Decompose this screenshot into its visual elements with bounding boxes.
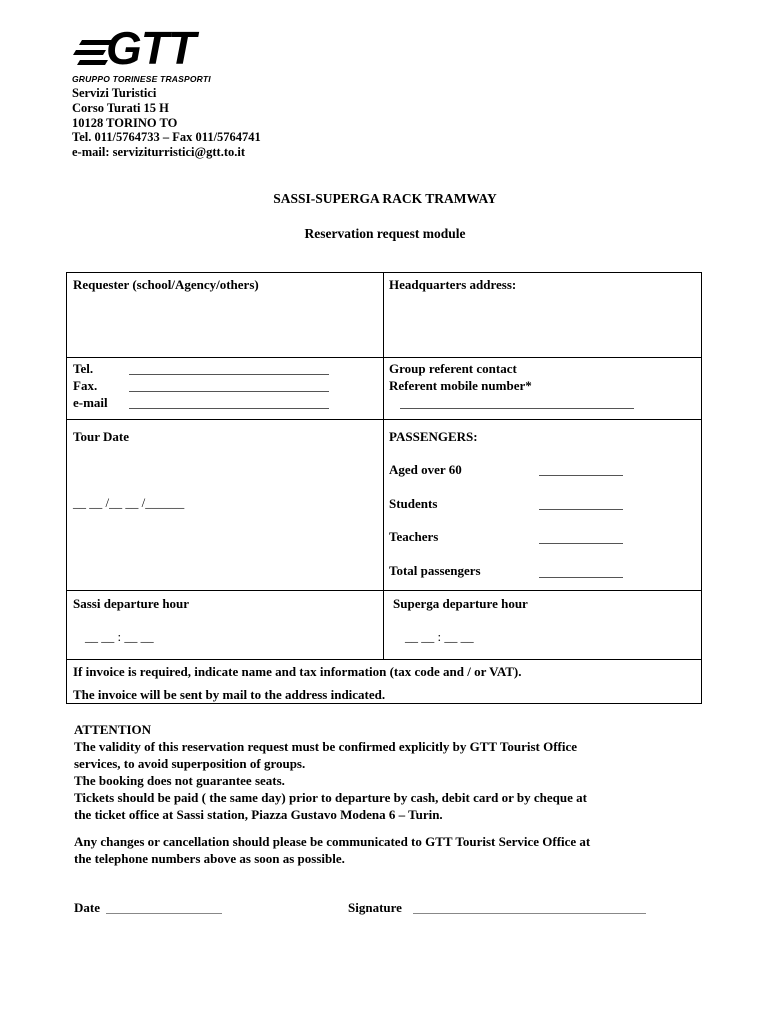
tour-date-label: Tour Date: [73, 429, 129, 444]
superga-departure-field[interactable]: __ __ : __ __: [405, 629, 474, 644]
document-title: SASSI-SUPERGA RACK TRAMWAY: [273, 191, 497, 206]
gtt-logo-letters: GTT: [106, 22, 195, 74]
tour-date-field[interactable]: __ __ /__ __ /______: [73, 495, 185, 510]
invoice-instruction: If invoice is required, indicate name and tax information (tax code and / or VAT).: [73, 664, 522, 679]
fax-field[interactable]: [129, 391, 329, 392]
sassi-departure-label: Sassi departure hour: [73, 596, 190, 611]
requester-label: Requester (school/Agency/others): [73, 277, 259, 292]
attention-block: [74, 721, 714, 823]
row-divider: [67, 659, 701, 660]
signature-label: Signature: [348, 900, 402, 915]
attention-line: services, to avoid superposition of groups.: [74, 756, 306, 771]
email-label: e-mail: [73, 395, 108, 410]
sassi-departure-field[interactable]: __ __ : __ __: [85, 629, 154, 644]
attention-line: Tickets should be paid ( the same day) prior to departure by cash, debit card or by cheque at: [74, 790, 587, 805]
tel-label: Tel.: [73, 361, 94, 376]
attention-line: The booking does not guarantee seats.: [74, 773, 285, 788]
signature-field[interactable]: [413, 913, 646, 914]
header-line-street: Corso Turati 15 H: [72, 101, 169, 115]
attention-line: The validity of this reservation request must be confirmed explicitly by GTT Tourist Office: [74, 739, 578, 754]
attention-heading: ATTENTION: [74, 722, 152, 737]
header-line-service: Servizi Turistici: [72, 86, 157, 100]
row-divider: [67, 419, 701, 420]
total-passengers-label: Total passengers: [389, 563, 481, 578]
fax-label: Fax.: [73, 378, 98, 393]
row-divider: [67, 357, 701, 358]
changes-line: the telephone numbers above as soon as possible.: [74, 851, 345, 866]
superga-departure-label: Superga departure hour: [393, 596, 528, 611]
passengers-label: PASSENGERS:: [389, 429, 478, 444]
document-subtitle: Reservation request module: [304, 226, 466, 241]
row-divider: [67, 590, 701, 591]
total-passengers-field[interactable]: [539, 577, 623, 578]
gtt-logo: [72, 22, 217, 86]
students-label: Students: [389, 496, 438, 511]
date-field[interactable]: [106, 913, 222, 914]
students-field[interactable]: [539, 509, 623, 510]
attention-line: the ticket office at Sassi station, Piazza Gustavo Modena 6 – Turin.: [74, 807, 443, 822]
referent-mobile-label: Referent mobile number*: [389, 378, 532, 393]
group-contact-label: Group referent contact: [389, 361, 517, 376]
referent-mobile-field[interactable]: [400, 408, 634, 409]
invoice-note: The invoice will be sent by mail to the address indicated.: [73, 687, 386, 702]
company-name: GRUPPO TORINESE TRASPORTI: [72, 74, 211, 84]
aged-over-60-label: Aged over 60: [389, 462, 462, 477]
reservation-form: [66, 272, 702, 704]
aged-over-60-field[interactable]: [539, 475, 623, 476]
header-line-phone: Tel. 011/5764733 – Fax 011/5764741: [72, 130, 261, 144]
header-line-email: e-mail: serviziturristici@gtt.to.it: [72, 145, 246, 159]
changes-line: Any changes or cancellation should please be communicated to GTT Tourist Service Office at: [74, 834, 591, 849]
date-label: Date: [74, 900, 100, 915]
teachers-field[interactable]: [539, 543, 623, 544]
tel-field[interactable]: [129, 374, 329, 375]
teachers-label: Teachers: [389, 529, 439, 544]
column-divider: [383, 273, 384, 659]
changes-block: [74, 833, 714, 867]
header-line-city: 10128 TORINO TO: [72, 116, 178, 130]
headquarters-label: Headquarters address:: [389, 277, 517, 292]
email-field[interactable]: [129, 408, 329, 409]
